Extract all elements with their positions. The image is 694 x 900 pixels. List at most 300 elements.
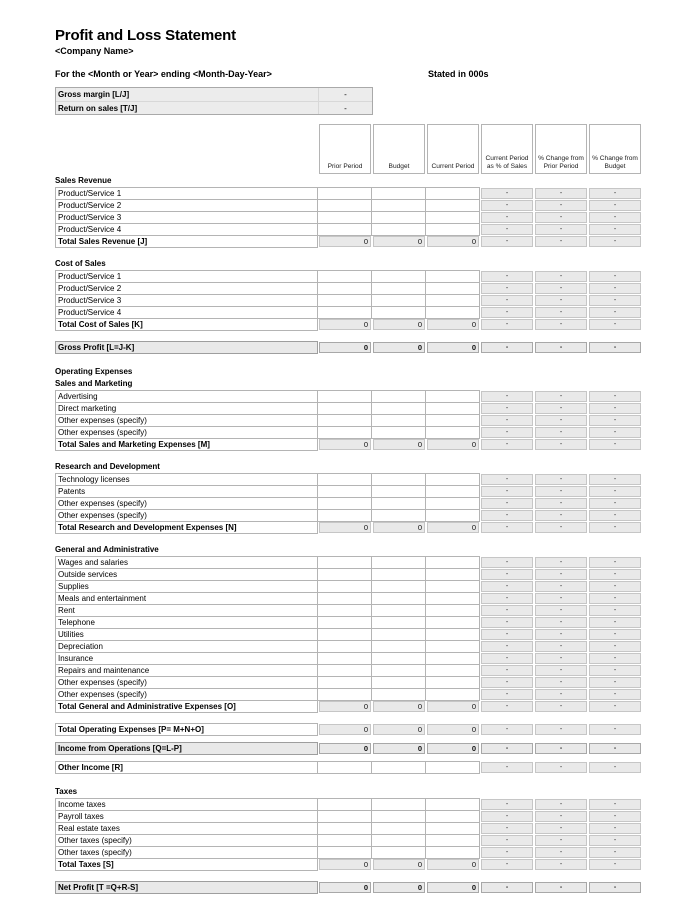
row-label: Patents bbox=[55, 485, 318, 498]
cell-value: - bbox=[481, 593, 533, 604]
section-general-and-administrative bbox=[55, 544, 643, 713]
column-header-pct-change-from-budget: % Change from Budget bbox=[589, 124, 641, 174]
summary-value: - bbox=[318, 88, 372, 101]
period-statement: For the <Month or Year> ending <Month-Day-Year> bbox=[55, 69, 272, 79]
computed-cell bbox=[426, 858, 480, 871]
cell-value: 0 bbox=[373, 439, 425, 450]
cell-value: - bbox=[589, 295, 641, 306]
cell-value: - bbox=[481, 391, 533, 402]
computed-cell bbox=[372, 235, 426, 248]
cell-value: - bbox=[535, 427, 587, 438]
section-total-operating-expenses bbox=[55, 723, 643, 736]
computed-cell bbox=[318, 341, 372, 354]
cell-value: - bbox=[481, 342, 533, 353]
cell-value: - bbox=[535, 236, 587, 247]
grand-total-row bbox=[55, 742, 643, 755]
row-label: Repairs and maintenance bbox=[55, 664, 318, 677]
cell-value: - bbox=[481, 510, 533, 521]
total-row bbox=[55, 858, 643, 871]
cell-value: - bbox=[535, 689, 587, 700]
computed-cell bbox=[426, 723, 480, 736]
table-row bbox=[55, 761, 643, 774]
cell-value: 0 bbox=[319, 522, 371, 533]
row-label: Advertising bbox=[55, 390, 318, 403]
cell-value: - bbox=[535, 665, 587, 676]
cell-value: 0 bbox=[319, 724, 371, 735]
row-label: Gross Profit [L=J-K] bbox=[55, 341, 318, 354]
computed-cell bbox=[318, 858, 372, 871]
cell-value: 0 bbox=[373, 859, 425, 870]
cell-value: - bbox=[589, 859, 641, 870]
total-row bbox=[55, 723, 643, 736]
pct-cell bbox=[588, 881, 642, 894]
pct-cell bbox=[480, 341, 534, 354]
row-label: Product/Service 4 bbox=[55, 306, 318, 319]
cell-value: - bbox=[481, 882, 533, 893]
row-label: Net Profit [T =Q+R-S] bbox=[55, 881, 318, 894]
summary-label: Return on sales [T/J] bbox=[58, 103, 138, 113]
section-heading: Operating Expenses bbox=[55, 367, 133, 376]
pct-cell bbox=[480, 723, 534, 736]
row-label: Technology licenses bbox=[55, 473, 318, 486]
cell-value: - bbox=[481, 823, 533, 834]
section-research-and-development bbox=[55, 461, 643, 534]
pct-cell bbox=[534, 438, 588, 451]
computed-cell bbox=[426, 700, 480, 713]
grand-total-row bbox=[55, 341, 643, 354]
section-sales-revenue bbox=[55, 175, 643, 248]
cell-value: 0 bbox=[427, 342, 479, 353]
cell-value: - bbox=[589, 224, 641, 235]
row-label: Other expenses (specify) bbox=[55, 426, 318, 439]
cell-value: - bbox=[535, 295, 587, 306]
cell-value: - bbox=[535, 581, 587, 592]
row-label: Total Research and Development Expenses [N] bbox=[55, 521, 318, 534]
pct-cell bbox=[480, 742, 534, 755]
cell-value: - bbox=[535, 617, 587, 628]
cell-value: - bbox=[481, 439, 533, 450]
cell-value: - bbox=[589, 283, 641, 294]
cell-value: - bbox=[481, 799, 533, 810]
cell-value: - bbox=[481, 224, 533, 235]
cell-value: - bbox=[589, 665, 641, 676]
row-label: Depreciation bbox=[55, 640, 318, 653]
cell-value: - bbox=[481, 641, 533, 652]
cell-value: - bbox=[589, 581, 641, 592]
cell-value: - bbox=[481, 835, 533, 846]
row-label: Other expenses (specify) bbox=[55, 509, 318, 522]
cell-value: - bbox=[535, 271, 587, 282]
cell-value: - bbox=[535, 629, 587, 640]
row-label: Other taxes (specify) bbox=[55, 846, 318, 859]
cell-value: - bbox=[535, 811, 587, 822]
cell-value: - bbox=[481, 212, 533, 223]
cell-value: - bbox=[481, 295, 533, 306]
row-label: Meals and entertainment bbox=[55, 592, 318, 605]
cell-value: - bbox=[481, 522, 533, 533]
pct-cell bbox=[534, 521, 588, 534]
cell-value: - bbox=[481, 605, 533, 616]
computed-cell bbox=[426, 521, 480, 534]
row-label: Other expenses (specify) bbox=[55, 414, 318, 427]
cell-value: - bbox=[535, 569, 587, 580]
cell-value: 0 bbox=[427, 236, 479, 247]
cell-value: - bbox=[481, 724, 533, 735]
cell-value: - bbox=[589, 319, 641, 330]
pct-cell bbox=[480, 700, 534, 713]
row-label: Total Operating Expenses [P= M+N+O] bbox=[55, 723, 318, 736]
pct-cell bbox=[588, 521, 642, 534]
row-label: Total General and Administrative Expenses [O] bbox=[55, 700, 318, 713]
cell-value: - bbox=[535, 283, 587, 294]
cell-value: - bbox=[481, 307, 533, 318]
section-heading: Research and Development bbox=[55, 462, 160, 471]
cell-value: - bbox=[589, 415, 641, 426]
cell-value: - bbox=[589, 427, 641, 438]
row-label: Total Sales and Marketing Expenses [M] bbox=[55, 438, 318, 451]
cell-value: - bbox=[589, 307, 641, 318]
cell-value: - bbox=[589, 188, 641, 199]
pct-cell bbox=[480, 438, 534, 451]
cell-value: 0 bbox=[373, 522, 425, 533]
total-row bbox=[55, 438, 643, 451]
cell-value: 0 bbox=[427, 319, 479, 330]
cell-value: 0 bbox=[427, 522, 479, 533]
pct-cell bbox=[588, 235, 642, 248]
cell-value: 0 bbox=[373, 743, 425, 754]
cell-value: - bbox=[535, 486, 587, 497]
cell-value: - bbox=[481, 557, 533, 568]
cell-value: 0 bbox=[373, 342, 425, 353]
cell-value: - bbox=[481, 665, 533, 676]
cell-value: - bbox=[589, 724, 641, 735]
pct-cell bbox=[588, 742, 642, 755]
row-label: Direct marketing bbox=[55, 402, 318, 415]
computed-cell bbox=[372, 881, 426, 894]
cell-value: - bbox=[535, 342, 587, 353]
pct-cell bbox=[588, 858, 642, 871]
summary-label: Gross margin [L/J] bbox=[58, 90, 130, 99]
row-label: Product/Service 4 bbox=[55, 223, 318, 236]
pct-cell bbox=[534, 341, 588, 354]
cell-value: 0 bbox=[373, 236, 425, 247]
pct-cell bbox=[480, 521, 534, 534]
cell-value: - bbox=[535, 224, 587, 235]
cell-value: - bbox=[481, 689, 533, 700]
cell-value: - bbox=[589, 811, 641, 822]
computed-cell bbox=[318, 235, 372, 248]
row-label: Other expenses (specify) bbox=[55, 497, 318, 510]
cell-value: - bbox=[589, 677, 641, 688]
row-label: Product/Service 1 bbox=[55, 270, 318, 283]
row-label: Supplies bbox=[55, 580, 318, 593]
total-row bbox=[55, 235, 643, 248]
grand-total-row bbox=[55, 881, 643, 894]
section-heading: Sales Revenue bbox=[55, 176, 112, 185]
cell-value: - bbox=[535, 510, 587, 521]
cell-value: - bbox=[535, 403, 587, 414]
cell-value: - bbox=[535, 200, 587, 211]
cell-value: - bbox=[535, 522, 587, 533]
cell-value: 0 bbox=[427, 724, 479, 735]
section-income-from-operations bbox=[55, 742, 643, 755]
cell-value: - bbox=[481, 474, 533, 485]
row-label: Other expenses (specify) bbox=[55, 676, 318, 689]
cell-value: - bbox=[535, 799, 587, 810]
row-label: Utilities bbox=[55, 628, 318, 641]
cell-value: - bbox=[535, 415, 587, 426]
row-label: Product/Service 2 bbox=[55, 199, 318, 212]
row-label: Income taxes bbox=[55, 798, 318, 811]
cell-value: - bbox=[589, 847, 641, 858]
cell-value: - bbox=[589, 342, 641, 353]
cell-value: - bbox=[589, 762, 641, 773]
cell-value: - bbox=[535, 823, 587, 834]
pct-cell bbox=[588, 761, 642, 774]
cell-value: - bbox=[481, 859, 533, 870]
cell-value: - bbox=[481, 581, 533, 592]
period-line bbox=[55, 69, 645, 81]
cell-value: 0 bbox=[319, 342, 371, 353]
row-label: Payroll taxes bbox=[55, 810, 318, 823]
cell-value: - bbox=[589, 403, 641, 414]
cell-value: - bbox=[535, 641, 587, 652]
cell-value: - bbox=[481, 319, 533, 330]
cell-value: - bbox=[535, 498, 587, 509]
cell-value: - bbox=[481, 677, 533, 688]
cell-value: - bbox=[589, 593, 641, 604]
cell-value: - bbox=[535, 847, 587, 858]
section-taxes bbox=[55, 786, 643, 871]
pct-cell bbox=[534, 723, 588, 736]
cell-value: - bbox=[481, 283, 533, 294]
computed-cell bbox=[372, 700, 426, 713]
pct-cell bbox=[534, 235, 588, 248]
input-cell[interactable] bbox=[426, 761, 480, 774]
cell-value: 0 bbox=[319, 882, 371, 893]
cell-value: - bbox=[481, 569, 533, 580]
computed-cell bbox=[372, 742, 426, 755]
computed-cell bbox=[318, 700, 372, 713]
row-label: Product/Service 3 bbox=[55, 294, 318, 307]
row-label: Other taxes (specify) bbox=[55, 834, 318, 847]
row-label: Total Taxes [S] bbox=[55, 858, 318, 871]
cell-value: - bbox=[535, 859, 587, 870]
computed-cell bbox=[372, 341, 426, 354]
cell-value: - bbox=[481, 811, 533, 822]
input-cell[interactable] bbox=[372, 761, 426, 774]
cell-value: - bbox=[589, 486, 641, 497]
computed-cell bbox=[426, 438, 480, 451]
pct-cell bbox=[480, 235, 534, 248]
cell-value: - bbox=[535, 835, 587, 846]
cell-value: - bbox=[589, 271, 641, 282]
cell-value: - bbox=[589, 236, 641, 247]
row-label: Other expenses (specify) bbox=[55, 688, 318, 701]
cell-value: - bbox=[589, 799, 641, 810]
pct-cell bbox=[480, 858, 534, 871]
computed-cell bbox=[372, 318, 426, 331]
cell-value: - bbox=[589, 701, 641, 712]
computed-cell bbox=[318, 438, 372, 451]
cell-value: - bbox=[535, 724, 587, 735]
statement-sections bbox=[55, 175, 643, 894]
cell-value: - bbox=[589, 569, 641, 580]
row-label: Rent bbox=[55, 604, 318, 617]
cell-value: - bbox=[535, 701, 587, 712]
cell-value: - bbox=[535, 677, 587, 688]
column-headers bbox=[318, 124, 645, 174]
row-label: Real estate taxes bbox=[55, 822, 318, 835]
cell-value: - bbox=[589, 823, 641, 834]
computed-cell bbox=[318, 881, 372, 894]
total-row bbox=[55, 700, 643, 713]
cell-value: - bbox=[535, 188, 587, 199]
row-label: Total Cost of Sales [K] bbox=[55, 318, 318, 331]
input-cell[interactable] bbox=[318, 761, 372, 774]
pct-cell bbox=[480, 761, 534, 774]
cell-value: - bbox=[481, 743, 533, 754]
total-row bbox=[55, 521, 643, 534]
pct-cell bbox=[534, 858, 588, 871]
pct-cell bbox=[534, 742, 588, 755]
cell-value: - bbox=[481, 498, 533, 509]
cell-value: 0 bbox=[373, 319, 425, 330]
cell-value: - bbox=[481, 847, 533, 858]
cell-value: - bbox=[589, 882, 641, 893]
cell-value: - bbox=[589, 200, 641, 211]
row-label: Other Income [R] bbox=[55, 761, 318, 774]
row-label: Product/Service 3 bbox=[55, 211, 318, 224]
computed-cell bbox=[372, 521, 426, 534]
cell-value: - bbox=[535, 605, 587, 616]
column-header-pct-change-from-prior-period: % Change from Prior Period bbox=[535, 124, 587, 174]
section-heading: General and Administrative bbox=[55, 545, 159, 554]
cell-value: - bbox=[481, 415, 533, 426]
cell-value: - bbox=[589, 439, 641, 450]
row-label: Income from Operations [Q=L-P] bbox=[55, 742, 318, 755]
cell-value: - bbox=[535, 762, 587, 773]
row-label: Telephone bbox=[55, 616, 318, 629]
cell-value: - bbox=[481, 403, 533, 414]
cell-value: - bbox=[589, 510, 641, 521]
cell-value: - bbox=[535, 743, 587, 754]
cell-value: - bbox=[589, 212, 641, 223]
cell-value: 0 bbox=[373, 882, 425, 893]
row-label: Total Sales Revenue [J] bbox=[55, 235, 318, 248]
summary-row-return-on-sales bbox=[56, 101, 372, 114]
cell-value: - bbox=[481, 486, 533, 497]
pct-cell bbox=[534, 700, 588, 713]
cell-value: - bbox=[589, 629, 641, 640]
cell-value: - bbox=[589, 522, 641, 533]
computed-cell bbox=[372, 858, 426, 871]
section-heading: Taxes bbox=[55, 787, 78, 796]
row-label: Insurance bbox=[55, 652, 318, 665]
pct-cell bbox=[480, 881, 534, 894]
summary-box bbox=[55, 87, 373, 115]
pct-cell bbox=[588, 438, 642, 451]
row-label: Product/Service 1 bbox=[55, 187, 318, 200]
cell-value: - bbox=[535, 474, 587, 485]
summary-row-gross-margin bbox=[56, 88, 372, 101]
summary-value: - bbox=[318, 102, 372, 114]
column-header-current-period: Current Period bbox=[427, 124, 479, 174]
cell-value: - bbox=[589, 474, 641, 485]
cell-value: - bbox=[589, 605, 641, 616]
cell-value: - bbox=[535, 439, 587, 450]
cell-value: - bbox=[481, 200, 533, 211]
computed-cell bbox=[318, 521, 372, 534]
cell-value: - bbox=[589, 557, 641, 568]
section-heading: Sales and Marketing bbox=[55, 379, 133, 388]
stated-in-000s-label: Stated in 000s bbox=[428, 69, 489, 79]
cell-value: - bbox=[589, 743, 641, 754]
cell-value: 0 bbox=[373, 701, 425, 712]
cell-value: - bbox=[481, 701, 533, 712]
cell-value: - bbox=[589, 391, 641, 402]
cell-value: - bbox=[535, 593, 587, 604]
cell-value: - bbox=[481, 629, 533, 640]
computed-cell bbox=[372, 438, 426, 451]
cell-value: - bbox=[481, 188, 533, 199]
computed-cell bbox=[426, 318, 480, 331]
computed-cell bbox=[426, 881, 480, 894]
cell-value: 0 bbox=[319, 439, 371, 450]
column-header-prior-period: Prior Period bbox=[319, 124, 371, 174]
row-label: Wages and salaries bbox=[55, 556, 318, 569]
section-gross-profit bbox=[55, 341, 643, 354]
cell-value: 0 bbox=[427, 859, 479, 870]
cell-value: - bbox=[589, 617, 641, 628]
cell-value: - bbox=[589, 641, 641, 652]
cell-value: - bbox=[535, 882, 587, 893]
pct-cell bbox=[480, 318, 534, 331]
section-heading: Cost of Sales bbox=[55, 259, 106, 268]
cell-value: 0 bbox=[319, 743, 371, 754]
cell-value: 0 bbox=[319, 319, 371, 330]
section-cost-of-sales bbox=[55, 258, 643, 331]
pct-cell bbox=[534, 881, 588, 894]
row-label: Product/Service 2 bbox=[55, 282, 318, 295]
pct-cell bbox=[534, 318, 588, 331]
computed-cell bbox=[426, 742, 480, 755]
company-name: <Company Name> bbox=[55, 46, 134, 56]
cell-value: 0 bbox=[427, 743, 479, 754]
cell-value: - bbox=[481, 271, 533, 282]
cell-value: 0 bbox=[427, 439, 479, 450]
cell-value: - bbox=[481, 617, 533, 628]
cell-value: - bbox=[535, 653, 587, 664]
pct-cell bbox=[534, 761, 588, 774]
computed-cell bbox=[318, 318, 372, 331]
pct-cell bbox=[588, 700, 642, 713]
cell-value: - bbox=[535, 212, 587, 223]
cell-value: - bbox=[589, 498, 641, 509]
computed-cell bbox=[318, 742, 372, 755]
cell-value: 0 bbox=[427, 701, 479, 712]
cell-value: 0 bbox=[427, 882, 479, 893]
page-title: Profit and Loss Statement bbox=[55, 27, 236, 44]
cell-value: - bbox=[481, 653, 533, 664]
computed-cell bbox=[426, 235, 480, 248]
cell-value: - bbox=[589, 835, 641, 846]
section-net-profit bbox=[55, 881, 643, 894]
cell-value: - bbox=[535, 319, 587, 330]
section-operating-expenses bbox=[55, 366, 643, 451]
cell-value: - bbox=[481, 762, 533, 773]
computed-cell bbox=[318, 723, 372, 736]
